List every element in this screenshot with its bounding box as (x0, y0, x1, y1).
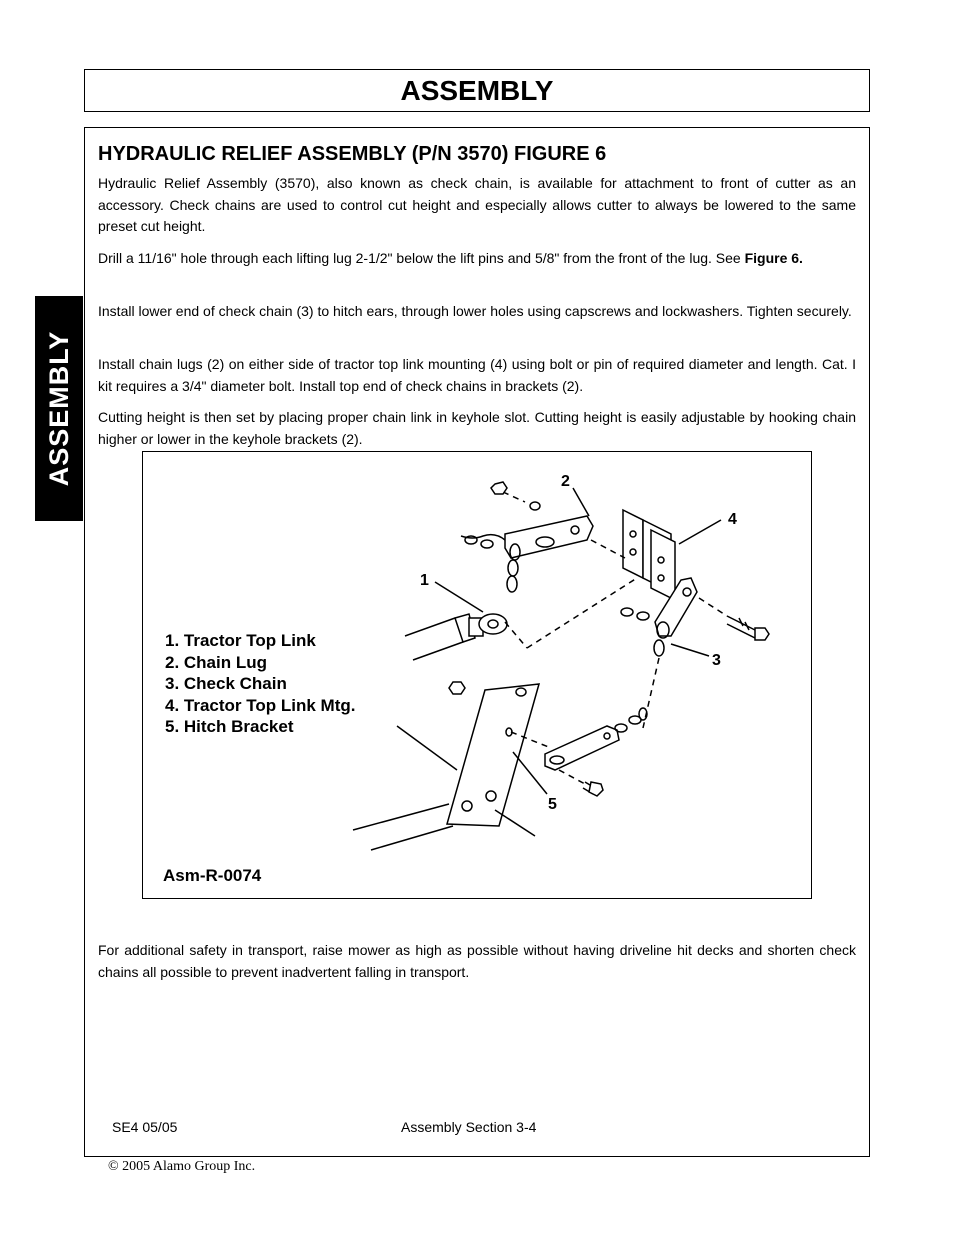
paragraph-intro: Hydraulic Relief Assembly (3570), also known as check chain, is available for attachment to front of cutter as an accessory. Check chains are used to control cut height and especially allows cutter to always be lowered to the same preset cut height. (98, 175, 856, 234)
figure-id: Asm-R-0074 (163, 866, 262, 885)
paragraph-drill-text: Drill a 11/16" hole through each lifting lug 2-1/2" below the lift pins and 5/8" from the front of the lug. See (98, 250, 741, 266)
paragraph-chain-lugs: Install chain lugs (2) on either side of tractor top link mounting (4) using bolt or pin of required diameter and length. Cat. I kit requires a 3/4" diameter bolt. Install top end of check chains in brackets (2). (98, 356, 856, 394)
legend-item-hitch-bracket: 5. Hitch Bracket (165, 717, 294, 737)
header-box (84, 69, 870, 112)
callout-2: 2 (561, 473, 570, 490)
tractor-top-link-drawing (405, 578, 637, 660)
check-chain-drawing (621, 578, 769, 728)
chain-lug-upper-drawing (461, 482, 625, 592)
side-tab-label: ASSEMBLY (44, 330, 74, 487)
paragraph-drill (98, 248, 856, 270)
legend-item-chain-lug: 2. Chain Lug (165, 652, 267, 672)
copyright-notice: © 2005 Alamo Group Inc. (108, 1159, 256, 1174)
callout-5: 5 (548, 796, 557, 813)
legend-item-top-link-mtg: 4. Tractor Top Link Mtg. (165, 695, 356, 715)
side-tab (35, 296, 83, 521)
page-header-title: ASSEMBLY (400, 75, 554, 106)
footer-section-page: Assembly Section 3-4 (401, 1119, 537, 1135)
paragraph-cutting-height: Cutting height is then set by placing proper chain link in keyhole slot. Cutting height is easily adjustable by hooking chain higher or lower in the keyhole brackets (2). (98, 409, 856, 447)
hitch-bracket-drawing (353, 682, 551, 850)
legend-item-tractor-top-link: 1. Tractor Top Link (165, 631, 316, 650)
section-title: HYDRAULIC RELIEF ASSEMBLY (P/N 3570) FIGURE 6 (98, 143, 607, 165)
legend-item-check-chain: 3. Check Chain (165, 674, 287, 694)
figure-box (142, 451, 812, 899)
footer-manual-id: SE4 05/05 (112, 1119, 178, 1135)
callout-4: 4 (728, 511, 737, 528)
figure-legend (165, 630, 355, 738)
callout-3: 3 (712, 652, 721, 669)
paragraph-transport-safety: For additional safety in transport, raise mower as high as possible without having driveline hit decks and shorten check chains all possible to prevent inadvertent falling in transport. (98, 942, 856, 980)
figure-reference: Figure 6. (744, 250, 803, 266)
top-link-mounting-drawing (623, 510, 721, 600)
paragraph-check-chain: Install lower end of check chain (3) to hitch ears, through lower holes using capscrews and lockwashers. Tighten securely. (98, 303, 852, 319)
callout-1: 1 (420, 572, 429, 589)
chain-lug-lower-drawing (545, 708, 647, 796)
